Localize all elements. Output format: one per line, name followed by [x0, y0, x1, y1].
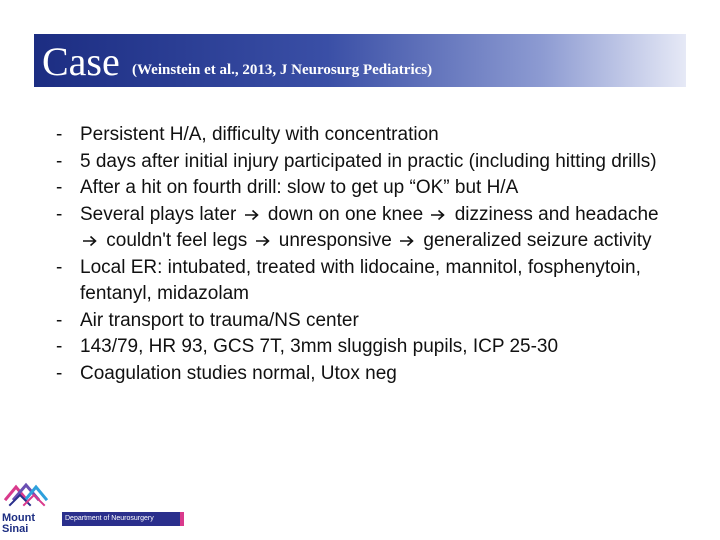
bullet-item: - After a hit on fourth drill: slow to get up “OK” but H/A: [56, 175, 676, 202]
bullet-item: - 143/79, HR 93, GCS 7T, 3mm sluggish pupils, ICP 25-30: [56, 334, 676, 361]
arrow-right-icon: [244, 209, 260, 221]
bullet-part: unresponsive: [278, 230, 392, 251]
bullet-item: - Persistent H/A, difficulty with concentration: [56, 122, 676, 149]
arrow-right-icon: [82, 235, 98, 247]
bullet-item: - Coagulation studies normal, Utox neg: [56, 361, 676, 388]
arrow-right-icon: [430, 209, 446, 221]
bullet-part: dizziness and headache: [454, 203, 659, 225]
arrow-right-icon: [255, 235, 271, 247]
bullet-part: down on one knee: [267, 203, 424, 225]
bullet-part: generalized seizure activity: [423, 230, 652, 251]
department-label: Department of Neurosurgery: [65, 515, 154, 522]
slide-citation: (Weinstein et al., 2013, J Neurosurg Pediatrics): [132, 62, 433, 78]
department-badge: [62, 512, 184, 526]
slide-title: Case: [42, 39, 120, 84]
bullet-item: [56, 202, 676, 255]
bullet-item: - Air transport to trauma/NS center: [56, 308, 676, 335]
bullet-part: couldn't feel legs: [106, 230, 248, 251]
arrow-right-icon: [399, 235, 415, 247]
logo-wordmark: [2, 513, 35, 535]
bullet-item: - 5 days after initial injury participated in practic (including hitting drills): [56, 149, 676, 176]
bullet-part: Several plays later: [80, 203, 237, 225]
logo-line: Mount: [2, 512, 35, 524]
bullet-list: [56, 122, 676, 387]
logo-line: Sinai: [2, 523, 29, 535]
bullet-item: - Local ER: intubated, treated with lidocaine, mannitol, fosphenytoin, fentanyl, midazolam: [56, 255, 676, 308]
